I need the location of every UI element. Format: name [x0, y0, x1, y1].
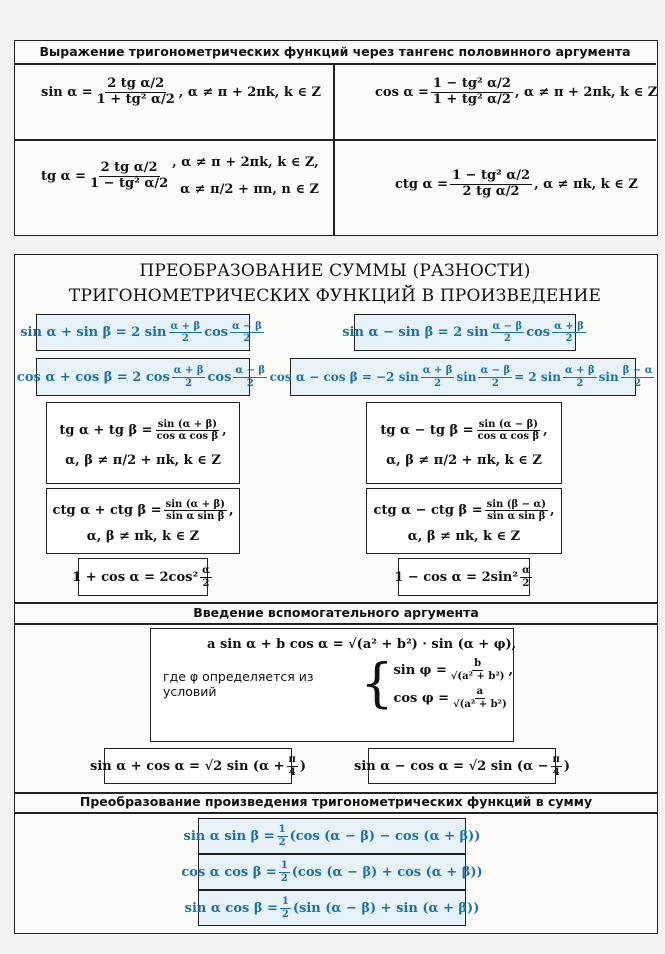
divider	[14, 623, 658, 625]
formula-cos-cos: cos α cos β = $\frac{1}{2}$ (cos (α − β) + cos (α + β))	[198, 854, 466, 890]
formula-ctg-sum: ctg α + ctg β = $\frac{\sin (\alpha + \beta)}{\text{sin α sin β}}$ , α, β ≠ πk, k ∈ Z	[46, 488, 240, 554]
divider	[15, 63, 656, 65]
divider	[15, 139, 656, 141]
formula-one-minus-cos: 1 − cos α = 2sin² α 2	[398, 558, 530, 596]
formula-tg-diff: tg α − tg β = $\frac{\sin (\alpha - \beta)}{\text{cos α cos β}}$ , α, β ≠ π/2 + πk, k ∈ Z	[366, 402, 562, 484]
formula-sin-plus-cos: sin α + cos α = √2 sin (α + $\frac{\pi}{4}$ )	[104, 748, 292, 784]
fraction: $\frac{\text{2 tg α/2}}{\text{1 + tg² α/2}}$	[96, 76, 175, 107]
divider	[333, 63, 335, 235]
divider	[14, 602, 658, 604]
section-sum-to-product-title: ПРЕОБРАЗОВАНИЕ СУММЫ (РАЗНОСТИ) ТРИГОНОМЕТРИЧЕСКИХ ФУНКЦИЙ В ПРОИЗВЕДЕНИЕ	[68, 261, 602, 306]
section-aux-argument-title: Введение вспомогательного аргумента	[193, 605, 479, 620]
section-half-angle	[14, 40, 658, 236]
formula-cos-sum: cos α + cos β = 2 cos α + β 2 cos α − β 2	[36, 358, 250, 396]
formula-sin-sin: sin α sin β = $\frac{1}{2}$ (cos (α − β) − cos (α + β))	[198, 818, 466, 854]
section-half-angle-title: Выражение тригонометрических функций через тангенс половинного аргумента	[39, 44, 631, 59]
formula-sin-minus-cos: sin α − cos α = √2 sin (α − $\frac{\pi}{4}$ )	[368, 748, 556, 784]
formula-tg-sum: tg α + tg β = $\frac{\sin (\alpha + \beta)}{\text{cos α cos β}}$ , α, β ≠ π/2 + πk, k ∈ Z	[46, 402, 240, 484]
section-product-to-sum-title: Преобразование произведения тригонометрических функций в сумму	[79, 794, 593, 809]
fraction: $\frac{\text{1 − tg² α/2}}{\text{2 tg α/2}}$	[451, 168, 531, 199]
formula-tg-half-tan: tg α = $\frac{\text{2 tg α/2}}{\text{1 − tg² α/2}}$ , α ≠ π + 2πk, k ∈ Z, α ≠ π/2 + πn, n ∈ Z	[41, 155, 319, 197]
system-brace: {	[360, 654, 394, 714]
formula-ctg-half-tan: ctg α = $\frac{\text{1 − tg² α/2}}{\text{2 tg α/2}}$ , α ≠ πk, k ∈ Z	[395, 168, 638, 199]
formula-sin-half-tan: sin α = $\frac{\text{2 tg α/2}}{\text{1 + tg² α/2}}$ , α ≠ π + 2πk, k ∈ Z	[41, 76, 322, 107]
formula-cos-half-tan: cos α = $\frac{\text{1 − tg² α/2}}{\text{1 + tg² α/2}}$ , α ≠ π + 2πk, k ∈ Z	[375, 76, 658, 107]
formula-aux-argument: a sin α + b cos α = √(a² + b²) · sin (α + φ), где φ определяется из условий { sin φ = $\frac{b}{\text{√(a² + b²)}}$ , cos φ = $\frac{a}{\text{√(a² + b²)}}$	[150, 628, 514, 742]
fraction: $\frac{\text{1 − tg² α/2}}{\text{1 + tg² α/2}}$	[432, 76, 511, 107]
formula-sin-sum: sin α + sin β = 2 sin α + β 2 cos α − β 2	[36, 314, 250, 351]
formula-sin-cos: sin α cos β = $\frac{1}{2}$ (sin (α − β) + sin (α + β))	[198, 890, 466, 926]
formula-cos-diff: cos α − cos β = −2 sin α + β 2 sin $\frac{\alpha - \beta}{2}$ = 2 sin α + β 2 sin β − α 2	[290, 358, 636, 396]
divider	[14, 812, 658, 814]
formula-one-plus-cos: 1 + cos α = 2cos² α 2	[78, 558, 208, 596]
formula-ctg-diff: ctg α − ctg β = $\frac{\sin (\beta - \alpha)}{\text{sin α sin β}}$ , α, β ≠ πk, k ∈ Z	[366, 488, 562, 554]
fraction: $\frac{\text{2 tg α/2}}{\text{1 − tg² α/2}}$	[90, 159, 169, 191]
formula-sin-diff: sin α − sin β = 2 sin α − β 2 cos α + β 2	[354, 314, 576, 351]
